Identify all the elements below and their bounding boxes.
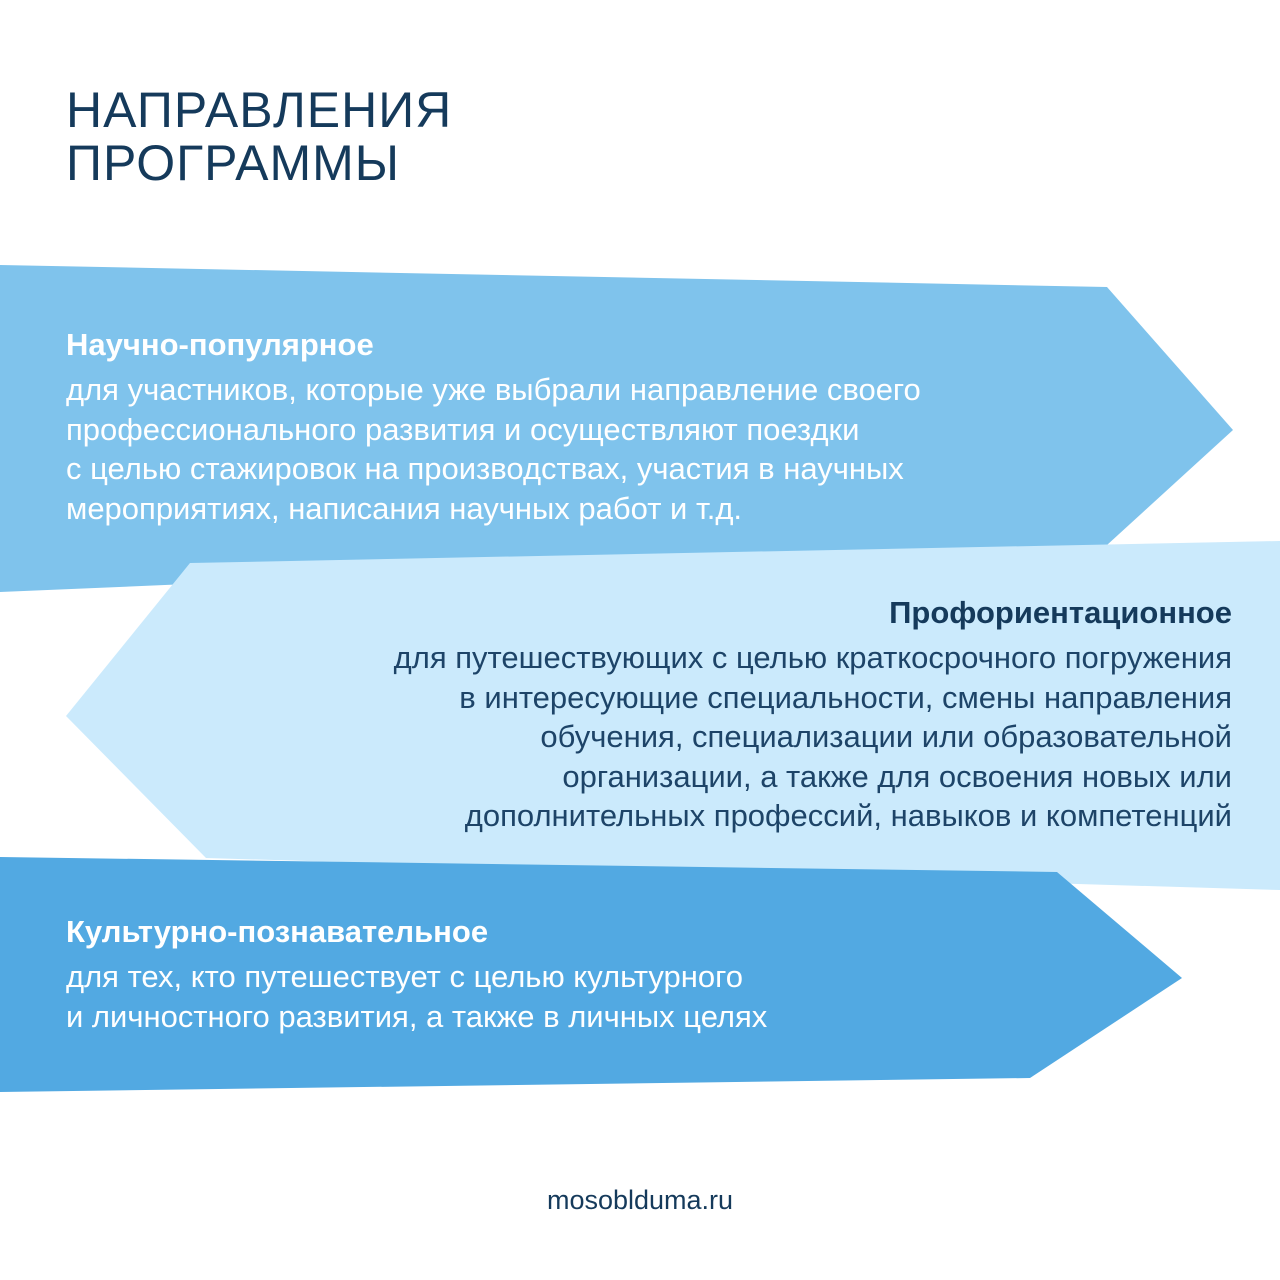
direction-description xyxy=(66,957,767,1036)
description-line: обучения, специализации или образовательной xyxy=(540,719,1232,754)
description-line: и личностного развития, а также в личных целях xyxy=(66,998,768,1034)
description-line: мероприятиях, написания научных работ и т.д. xyxy=(66,490,743,526)
description-line: профессионального развития и осуществляют поездки xyxy=(66,411,860,447)
direction-description xyxy=(394,638,1232,836)
direction-career-guidance xyxy=(394,594,1232,836)
description-line: дополнительных профессий, навыков и компетенций xyxy=(464,798,1232,833)
description-line: для путешествующих с целью краткосрочного погружения xyxy=(393,640,1232,675)
page-title-line-1: НАПРАВЛЕНИЯ xyxy=(66,82,453,138)
description-line: для тех, кто путешествует с целью культурного xyxy=(66,959,744,994)
direction-heading: Научно-популярное xyxy=(66,327,374,362)
description-line: для участников, которые уже выбрали направление своего xyxy=(66,372,921,407)
footer-site-link[interactable]: mosobldumа.ru xyxy=(546,1185,734,1215)
direction-description xyxy=(66,370,921,528)
description-line: с целью стажировок на производствах, участия в научных xyxy=(66,451,904,486)
description-line: организации, а также для освоения новых или xyxy=(562,758,1232,794)
direction-science-popular xyxy=(66,326,921,528)
direction-cultural-cognitive xyxy=(66,913,767,1036)
page-title-line-2: ПРОГРАММЫ xyxy=(66,135,401,191)
description-line: в интересующие специальности, смены направления xyxy=(459,679,1232,715)
direction-heading: Профориентационное xyxy=(889,595,1232,630)
direction-heading: Культурно-познавательное xyxy=(66,914,489,949)
